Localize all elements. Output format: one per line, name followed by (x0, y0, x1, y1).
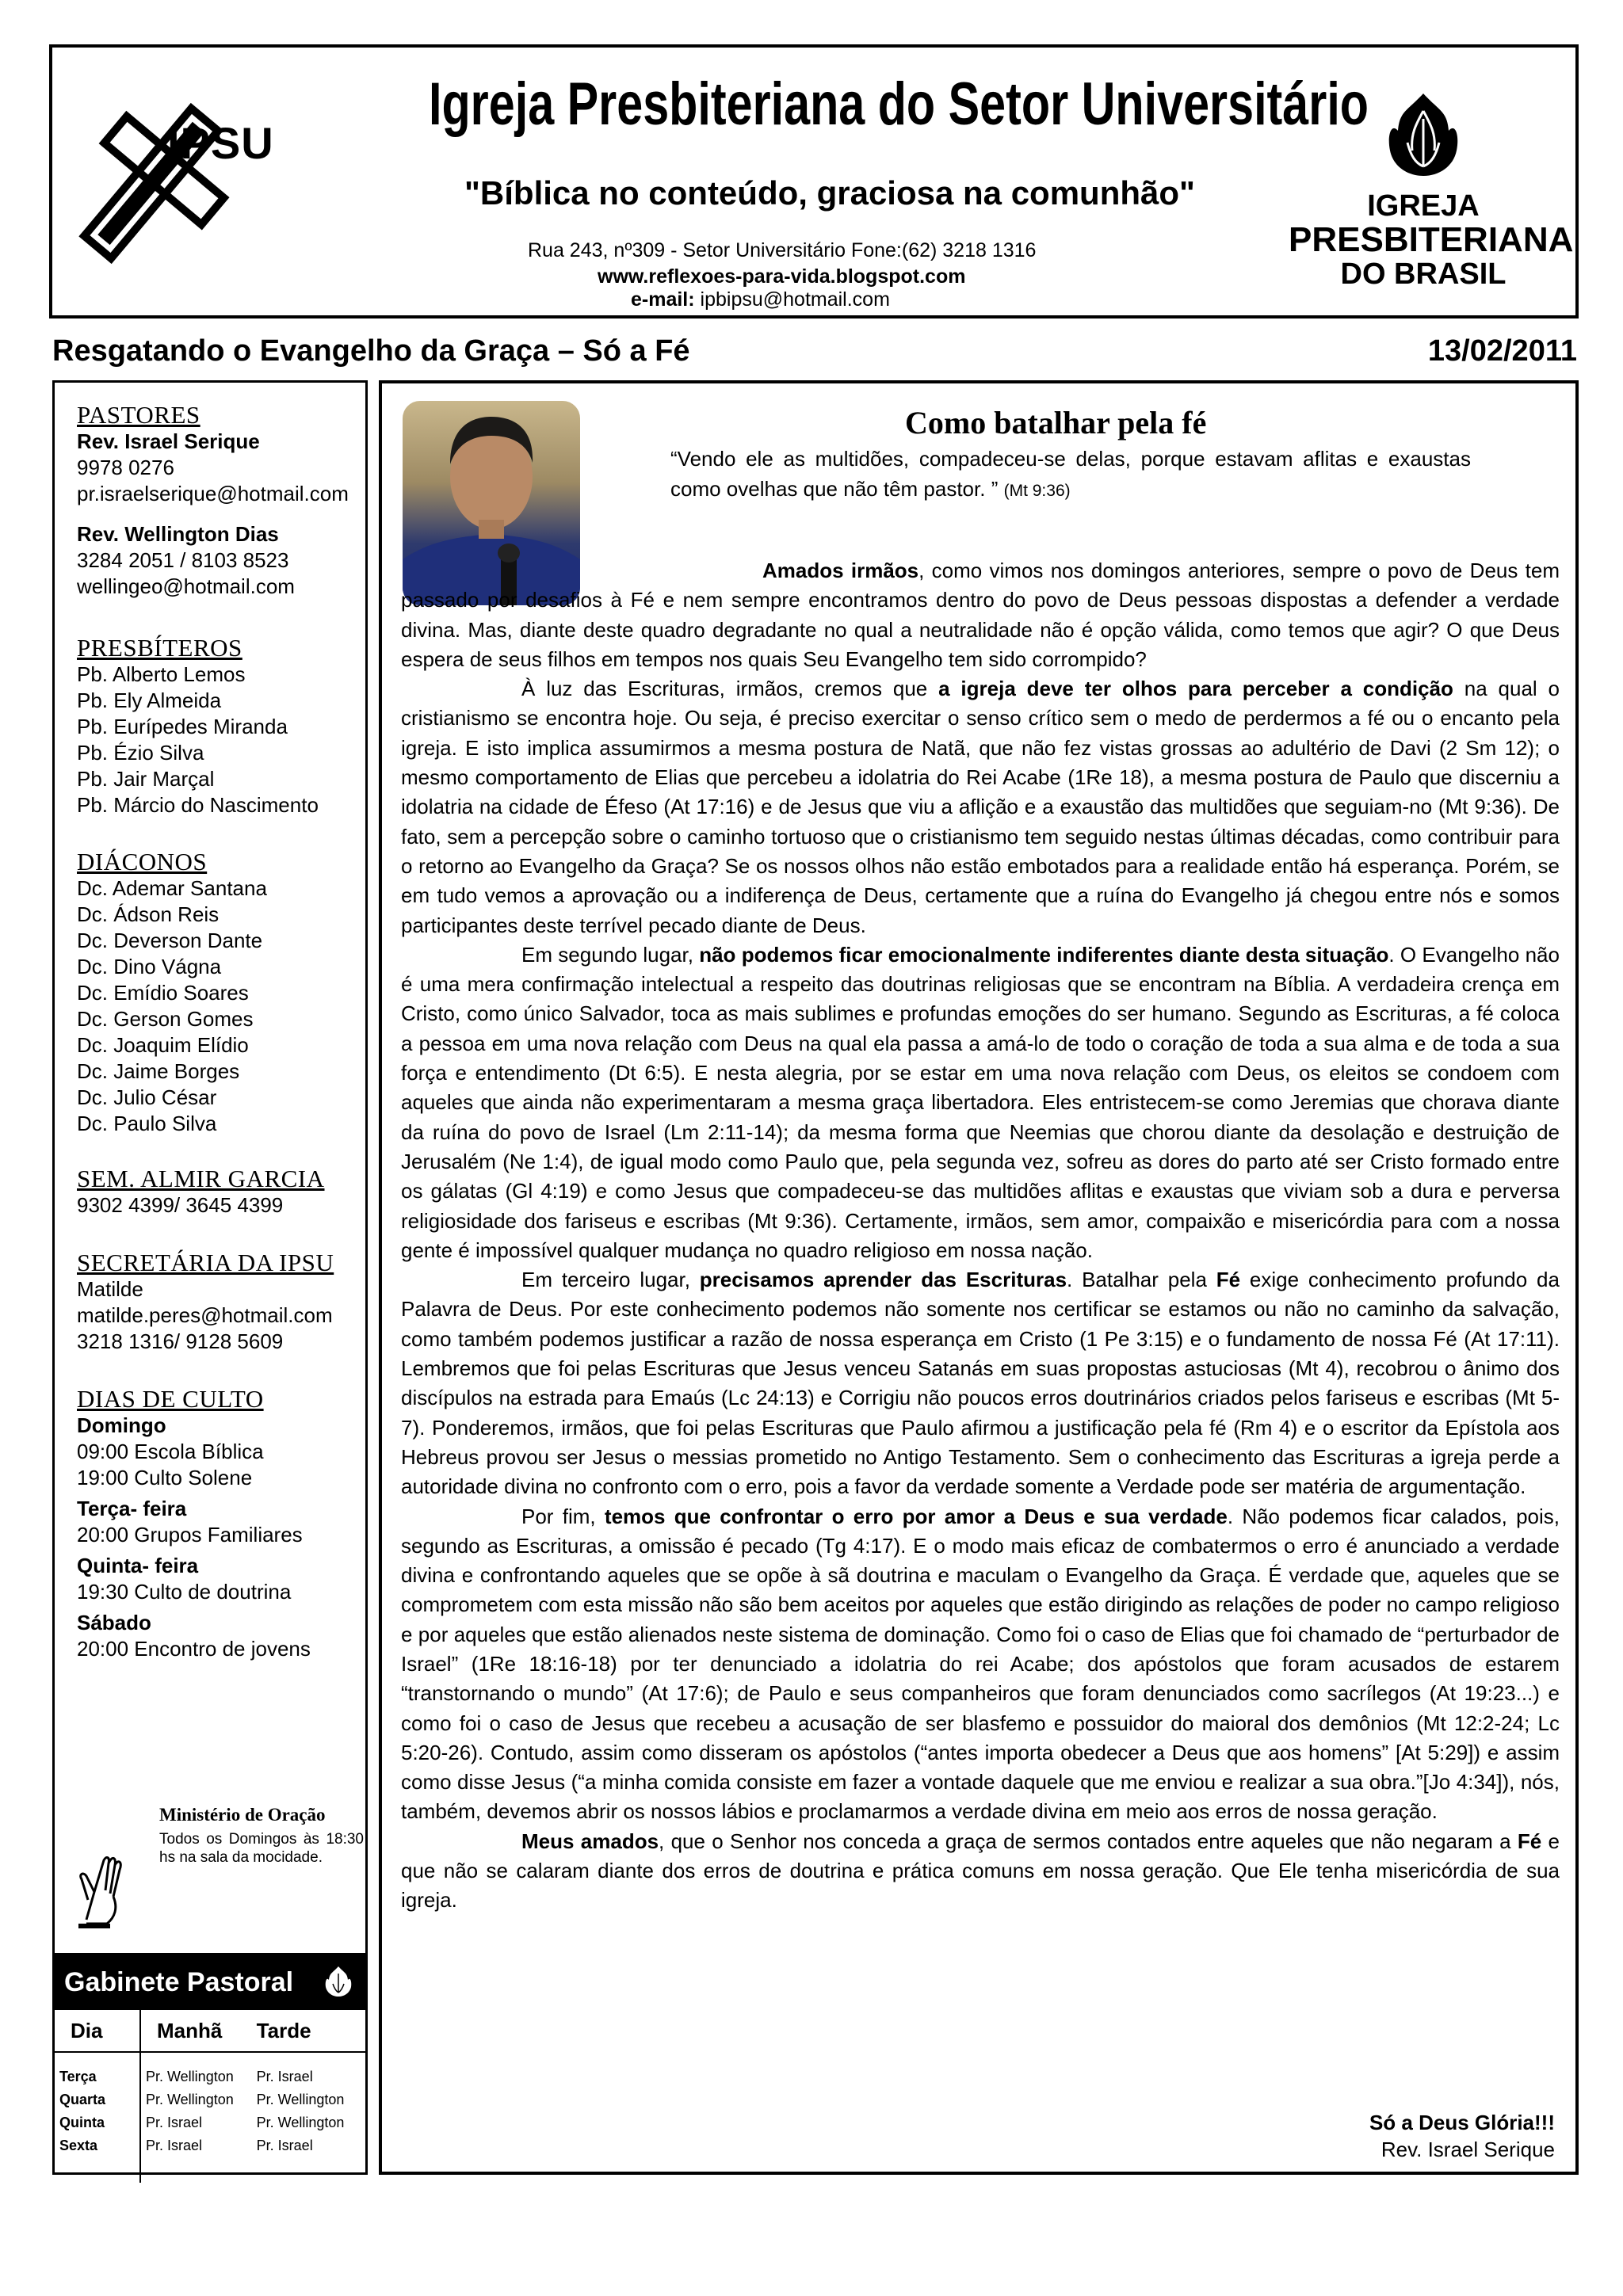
sidebar (52, 380, 368, 2175)
column-header: Tarde (256, 2010, 365, 2052)
prayer-ministry-title: Ministério de Oração (159, 1805, 326, 1825)
website-link[interactable]: www.reflexoes-para-vida.blogspot.com (598, 265, 966, 288)
table-cell-day: Sexta (55, 2134, 140, 2157)
pastor-name: Rev. Wellington Dias (77, 522, 279, 546)
table-row (55, 2088, 365, 2111)
section-heading: DIÁCONOS (77, 848, 208, 875)
list-item: Dc. Emídio Soares (77, 981, 249, 1005)
paragraph (401, 1265, 1560, 1501)
paragraph (401, 556, 1560, 674)
column-header: Dia (55, 2010, 140, 2052)
day-label: Terça- feira (77, 1497, 187, 1520)
bold-phrase: a igreja deve ter olhos para perceber a condição (938, 677, 1453, 701)
paragraph (401, 674, 1560, 940)
bold-phrase: Amados irmãos (762, 559, 919, 582)
pastor-name: Rev. Israel Serique (77, 429, 260, 453)
section-heading: DIAS DE CULTO (77, 1385, 264, 1413)
pastor-phone: 9978 0276 (77, 456, 174, 479)
paragraph (401, 940, 1560, 1265)
pastor-phone: 3284 2051 / 8103 8523 (77, 548, 289, 572)
church-motto: "Bíblica no conteúdo, graciosa na comunhão" (464, 174, 1195, 212)
section-heading: SECRETÁRIA DA IPSU (77, 1249, 334, 1276)
secretaria-section (77, 1249, 334, 1355)
bold-phrase: não podemos ficar emocionalmente indiferentes diante desta situação (699, 942, 1389, 967)
issue-title: Resgatando o Evangelho da Graça – Só a Fé (52, 334, 690, 368)
burning-bush-icon (321, 1964, 356, 1999)
prayer-ministry-box (63, 1805, 364, 1939)
article (379, 380, 1579, 2175)
pastor-email[interactable]: wellingeo@hotmail.com (77, 574, 295, 598)
epigraph-reference: (Mt 9:36) (1003, 482, 1071, 500)
pastores-section (77, 402, 349, 600)
section-heading: SEM. ALMIR GARCIA (77, 1165, 325, 1192)
secretaria-phone: 3218 1316/ 9128 5609 (77, 1329, 284, 1353)
paragraph-text: exige conhecimento profundo da Palavra de Deus. Por este conhecimento podemos não somente nos certificar se estamos ou não no caminho da salvação, como também podemos justificar a razão de nossa esperança em Cristo (1 Pe 3:15) e o fundamento de nossa Fé (At 17:11). Lembremos que foi pelas Escrituras que Jesus venceu Satanás em suas propostas astuciosas (Mt 4), recobrou o ânimo dos discípulos na estrada para Emaús (Lc 24:13) e Corrigiu não poucos erros doutrinários criados pelos fariseus e escribas (Mt 5-7). Ponderemos, irmãos, que foi pelas Escrituras que Paulo afirmou a justificação pela fé (Rm 4) e o escritor da Epístola aos Hebreus provou ser Jesus o messias prometido no Antigo Testamento. Sem o conhecimento das Escrituras a igreja perde a autoridade divina no confronto com o erro, pois a favor da verdade somente a Verdade pode ser matéria de argumentação. (401, 1268, 1560, 1499)
table-cell-afternoon: Pr. Israel (256, 2138, 313, 2153)
email-link[interactable]: ipbipsu@hotmail.com (700, 288, 890, 311)
table-row (55, 2134, 365, 2157)
email-line (631, 288, 890, 311)
table-cell-morning: Pr. Israel (146, 2115, 203, 2130)
column-header: Manhã (140, 2010, 256, 2052)
schedule-item: 09:00 Escola Bíblica (77, 1440, 264, 1463)
closing-line: Só a Deus Glória!!! (1369, 2111, 1555, 2134)
seminarista-section (77, 1165, 325, 1219)
table-cell-morning: Pr. Wellington (146, 2069, 234, 2084)
church-name: Igreja Presbiteriana do Setor Universitário (429, 71, 1369, 138)
day-label: Domingo (77, 1413, 166, 1437)
list-item: Pb. Márcio do Nascimento (77, 793, 319, 817)
ipb-logo (1289, 71, 1574, 309)
masthead (49, 44, 1579, 318)
gabinete-title: Gabinete Pastoral (64, 1967, 294, 1997)
ipb-name-line3: DO BRASIL (1340, 257, 1507, 291)
schedule-item: 20:00 Grupos Familiares (77, 1523, 303, 1547)
list-item: Dc. Dino Vágna (77, 955, 222, 978)
list-item: Dc. Gerson Gomes (77, 1007, 254, 1031)
paragraph-text: , como vimos nos domingos anteriores, sempre o povo de Deus tem passado por desafios à Fé e nem sempre encontramos dentro do povo de Deus pessoas dispostas a defender a verdade divina. Mas, diante deste quadro degradante no qual a neutralidade não é opção válida, como temos que agir? O que Deus espera de seus filhos em tempos nos quais Seu Evangelho tem sido corrompido? (401, 559, 1560, 671)
list-item: Dc. Ádson Reis (77, 902, 220, 926)
table-cell-morning: Pr. Wellington (146, 2092, 234, 2107)
list-item: Pb. Ézio Silva (77, 741, 204, 765)
table-cell-day: Quarta (55, 2088, 140, 2111)
list-item: Pb. Jair Marçal (77, 767, 215, 791)
schedule-item: 19:30 Culto de doutrina (77, 1580, 292, 1604)
issue-date: 13/02/2011 (1427, 334, 1577, 368)
epigraph (670, 444, 1471, 506)
secretaria-name: Matilde (77, 1277, 143, 1301)
list-item: Dc. Julio César (77, 1085, 217, 1109)
list-item: Dc. Paulo Silva (77, 1112, 217, 1135)
bold-phrase: Fé (1517, 1829, 1542, 1853)
diaconos-section (77, 849, 267, 1137)
paragraph-text: e que não se calaram diante dos erros de doutrina e prática comuns em nossa geração. Que Ele tenha misericórdia de sua igreja. (401, 1829, 1560, 1913)
church-address: Rua 243, nº309 - Setor Universitário Fone:(62) 3218 1316 (528, 239, 1037, 261)
day-label: Sábado (77, 1611, 151, 1634)
epigraph-text: “Vendo ele as multidões, compadeceu-se delas, porque estavam aflitas e exaustas como ovelhas que não têm pastor. ” (670, 447, 1471, 501)
gabinete-header (55, 1953, 365, 2010)
presbiteros-section (77, 635, 319, 818)
paragraph-text: . Batalhar pela (1067, 1268, 1216, 1292)
table-cell-day: Terça (55, 2065, 140, 2088)
table-cell-day: Quinta (55, 2111, 140, 2134)
secretaria-email[interactable]: matilde.peres@hotmail.com (77, 1303, 333, 1327)
author-signature: Rev. Israel Serique (1381, 2138, 1555, 2161)
schedule-item: 20:00 Encontro de jovens (77, 1637, 311, 1661)
table-cell-morning: Pr. Israel (146, 2138, 203, 2153)
pastor-email[interactable]: pr.israelserique@hotmail.com (77, 482, 349, 505)
table-cell-afternoon: Pr. Wellington (256, 2115, 345, 2130)
prayer-ministry-text: Todos os Domingos às 18:30 hs na sala da mocidade. (159, 1831, 364, 1866)
paragraph-text: Em segundo lugar, (521, 942, 700, 967)
bold-phrase: precisamos aprender das Escrituras (699, 1268, 1067, 1292)
list-item: Dc. Ademar Santana (77, 876, 267, 900)
list-item: Pb. Alberto Lemos (77, 662, 246, 686)
table-row (55, 2065, 365, 2088)
paragraph-text: . Não podemos ficar calados, pois, segundo as Escrituras, a omissão é pecado (Tg 4:17). E o modo mais eficaz de combatermos o erro é anunciado a verdade divina e confrontando aqueles que se opõe à sã doutrina e maculam o Evangelho da Graça. É verdade que, aqueles que se comprometem com esta missão não são bem aceitos por aqueles que estão dirigindo as relações de poder no campo religioso e por aqueles que estão alienados neste sistema de dominação. Como foi o caso de Elias que foi chamado de “perturbador de Israel” (1Re 18:16-18) por ter denunciado a idolatria do rei Acabe; dos apóstolos que foram acusados de estarem “transtornando o mundo” (At 17:6); de Paulo e seus companheiros que foram denunciados como sacrílegos (At 19:23...) e como foi o caso de Jesus que recebeu a acusação de ser blasfemo e possuidor do maioral dos demônios (Mt 12:2-24; Lc 5:20-26). Contudo, assim como disseram os apóstolos (“antes importa obedecer a Deus que aos homens” [At 5:29]) e assim como disse Jesus (“a minha comida consiste em fazer a vontade daquele que me enviou e realizar a sua obra.”[Jo 4:34]), nós, também, devemos abrir os nossos lábios e proclamarmos a verdade divina em meio aos erros de nossa geração. (401, 1504, 1560, 1824)
list-item: Pb. Ely Almeida (77, 688, 222, 712)
table-cell-afternoon: Pr. Wellington (256, 2092, 345, 2107)
paragraph (401, 1502, 1560, 1827)
list-item: Pb. Eurípedes Miranda (77, 715, 288, 738)
schedule-item: 19:00 Culto Solene (77, 1466, 253, 1489)
seminarista-phone: 9302 4399/ 3645 4399 (77, 1193, 284, 1217)
paragraph-text: na qual o cristianismo se encontra hoje. Ou seja, é preciso exercitar o senso crítico sem o medo de perdermos a fé ou o encanto pela igreja. E isto implica assumirmos a mesma postura de Natã, que não fez vistas grossas ao adultério de Davi (2 Sm 12); o mesmo comportamento de Elias que percebeu a idolatria do Rei Acabe (1Re 18), a mesma postura de Paulo que discerniu a idolatria na cidade de Éfeso (At 17:16) e de Jesus que viu a aflição e a exaustão das multidões que seguiam-no (Mt 9:36). De fato, sem a percepção sobre o caminho tortuoso que o cristianismo tem seguido nestas últimas décadas, como contribuir para o retorno ao Evangelho da Graça? Se os nossos olhos não estão embotados para a realidade então há esperança. Porém, se em tudo vemos a aprovação ou a indiferença de Deus, certamente que a ruína do Evangelho já chegou entre nós e somos participantes deste terrível pecado diante de Deus. (401, 677, 1560, 937)
burning-bush-icon (1376, 87, 1471, 182)
paragraph-text: À luz das Escrituras, irmãos, cremos que (521, 677, 939, 701)
section-heading: PRESBÍTEROS (77, 634, 242, 662)
bold-phrase: temos que confrontar o erro por amor a Deus e sua verdade (604, 1504, 1228, 1528)
paragraph-text: Por fim, (521, 1504, 605, 1528)
list-item: Dc. Jaime Borges (77, 1059, 240, 1083)
article-title: Como batalhar pela fé (905, 405, 1207, 441)
bold-phrase: Meus amados (521, 1829, 659, 1853)
table-row (55, 2111, 365, 2134)
list-item: Dc. Deverson Dante (77, 929, 263, 952)
gabinete-table (55, 2010, 365, 2183)
paragraph (401, 1827, 1560, 1916)
bold-phrase: Fé (1216, 1268, 1241, 1292)
table-cell-afternoon: Pr. Israel (256, 2069, 313, 2084)
email-label: e-mail: (631, 288, 695, 311)
paragraph-text: Em terceiro lugar, (521, 1268, 700, 1292)
ipsu-logo-text: IPSU (167, 118, 274, 168)
table-header-row (55, 2010, 365, 2052)
day-label: Quinta- feira (77, 1554, 199, 1577)
section-heading: PASTORES (77, 401, 200, 429)
article-body (401, 556, 1560, 1916)
praying-hands-icon (63, 1844, 150, 1932)
paragraph-text: . O Evangelho não é uma mera confirmação intelectual a respeito das doutrinas religiosas que se encontram na Bíblia. A verdadeira crença em Cristo, como único Salvador, toca as mais sublimes e profundas emoções do ser humano. Segundo as Escrituras, a fé coloca a pessoa em uma nova relação com Deus na qual ela passa a amá-lo de todo o coração de toda a sua alma e de toda a sua força e entendimento (Dt 6:5). E nesta alegria, por se estar em uma nova relação com Deus, os eleitos se condoem com aqueles que ainda não experimentaram a mesma graça libertadora. Eles entristecem-se como Jeremias que chorava diante da ruína do povo de Israel (Lm 2:11-14); da mesma forma que Neemias que chorou diante da desolação e destruição de Jerusalém (Ne 1:4), de igual modo como Paulo que, pela segunda vez, sofreu as dores do parto até ser Cristo formado entre os gálatas (Gl 4:19) e como Jesus que compadeceu-se das multidões aflitas e exaustas que viviam sob a dura e perversa religiosidade dos fariseus e escribas (Mt 9:36). Certamente, irmãos, sem amor, compaixão e misericórdia para com a nossa gente é impossível qualquer mudança no quadro religioso em nossa nação. (401, 942, 1560, 1262)
list-item: Dc. Joaquim Elídio (77, 1033, 249, 1057)
ipb-name-line2: PRESBITERIANA (1289, 220, 1574, 259)
ipb-name-line1: IGREJA (1367, 189, 1480, 223)
paragraph-text: , que o Senhor nos conceda a graça de sermos contados entre aqueles que não negaram a (659, 1829, 1518, 1853)
cultos-section (77, 1386, 311, 1662)
